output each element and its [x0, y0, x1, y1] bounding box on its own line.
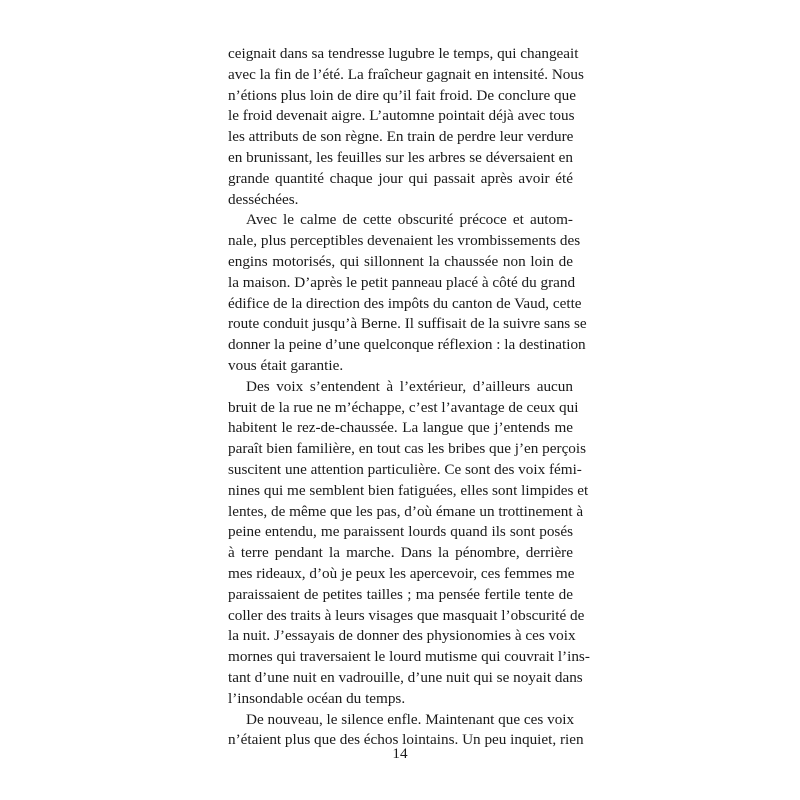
text-line: en brunissant, les feuilles sur les arbres se déversaient en	[228, 148, 573, 166]
text-line: coller des traits à leurs visages que masquait l’obscurité de	[228, 606, 585, 624]
text-line: engins motorisés, qui sillonnent la chaussée non loin de	[228, 252, 573, 270]
text-line: grande quantité chaque jour qui passait après avoir été	[228, 169, 573, 187]
text-line: mornes qui traversaient le lourd mutisme qui couvrait l’ins-	[228, 648, 590, 666]
text-line: Avec le calme de cette obscurité précoce et autom-	[246, 211, 573, 229]
text-column	[228, 44, 590, 751]
text-line: nale, plus perceptibles devenaient les vrombissements des	[228, 232, 581, 250]
text-line: suscitent une attention particulière. Ce sont des voix fémi-	[228, 460, 582, 478]
text-line: donner la peine d’une quelconque réflexion : la destination	[228, 336, 586, 354]
text-line: le froid devenait aigre. L’automne pointait déjà avec tous	[228, 107, 575, 125]
text-line: avec la fin de l’été. La fraîcheur gagnait en intensité. Nous	[228, 65, 584, 83]
text-line: l’insondable océan du temps.	[228, 689, 406, 707]
text-line: peine entendu, me paraissent lourds quand ils sont posés	[228, 523, 573, 541]
text-line: lentes, de même que les pas, d’où émane un trottinement à	[228, 502, 584, 520]
text-line: mes rideaux, d’où je peux les apercevoir, ces femmes me	[228, 564, 575, 582]
text-line: n’étions plus loin de dire qu’il fait froid. De conclure que	[228, 86, 576, 104]
text-line: à terre pendant la marche. Dans la pénombre, derrière	[228, 544, 573, 562]
paragraph	[228, 44, 584, 210]
text-line: De nouveau, le silence enfle. Maintenant que ces voix	[246, 710, 575, 728]
text-line: habitent le rez-de-chaussée. La langue que j’entends me	[228, 419, 573, 437]
text-line: nines qui me semblent bien fatiguées, elles sont limpides et	[228, 481, 589, 499]
text-line: n’étaient plus que des échos lointains. Un peu inquiet, rien	[228, 731, 584, 749]
text-line: desséchées.	[228, 190, 299, 208]
text-line: édifice de la direction des impôts du canton de Vaud, cette	[228, 294, 582, 312]
text-line: paraissaient de petites tailles ; ma pensée fertile tente de	[228, 585, 573, 603]
text-line: vous était garantie.	[228, 356, 344, 374]
text-line: ceignait dans sa tendresse lugubre le temps, qui changeait	[228, 45, 579, 62]
text-line: la nuit. J’essayais de donner des physionomies à ces voix	[228, 627, 576, 645]
page-number: 14	[392, 745, 408, 762]
text-line: paraît bien familière, en tout cas les bribes que j’en perçois	[228, 440, 587, 458]
text-line: tant d’une nuit en vadrouille, d’une nuit qui se noyait dans	[228, 668, 583, 686]
paragraph	[228, 377, 590, 710]
text-line: la maison. D’après le petit panneau placé à côté du grand	[228, 273, 576, 291]
page-body	[228, 44, 590, 751]
text-line: route conduit jusqu’à Berne. Il suffisait de la suivre sans se	[228, 315, 587, 333]
text-line: les attributs de son règne. En train de perdre leur verdure	[228, 128, 574, 146]
paragraph	[228, 210, 587, 376]
text-line: bruit de la rue ne m’échappe, c’est l’avantage de ceux qui	[228, 398, 579, 416]
text-line: Des voix s’entendent à l’extérieur, d’ailleurs aucun	[246, 377, 573, 395]
